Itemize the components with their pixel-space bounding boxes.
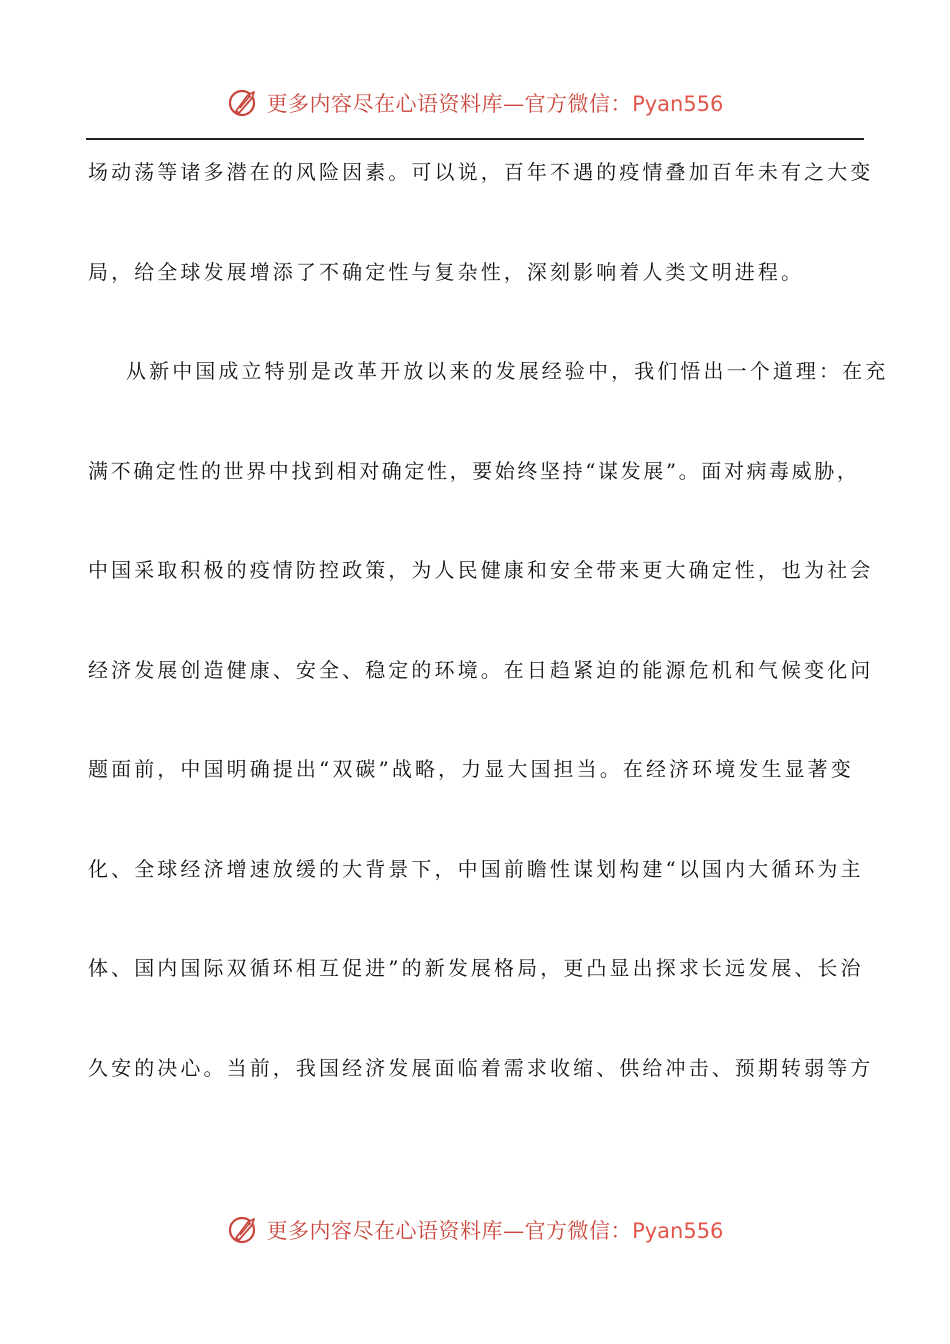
text-line: 久安的决心。当前，我国经济发展面临着需求收缩、供给冲击、预期转弱等方 bbox=[88, 1055, 874, 1080]
text-line: 经济发展创造健康、安全、稳定的环境。在日趋紧迫的能源危机和气候变化问 bbox=[88, 657, 874, 682]
footer-wechat-id: Pyan556 bbox=[632, 1219, 724, 1243]
document-body bbox=[88, 150, 889, 1145]
pen-nib-circle-icon bbox=[227, 86, 261, 120]
header-wechat-id: Pyan556 bbox=[632, 92, 724, 116]
text-line: 从新中国成立特别是改革开放以来的发展经验中，我们悟出一个道理：在充 bbox=[126, 359, 889, 383]
header-banner bbox=[0, 83, 950, 123]
text-line: 题面前，中国明确提出“双碳”战略，力显大国担当。在经济环境发生显著变 bbox=[88, 757, 854, 781]
pen-nib-circle-icon bbox=[227, 1213, 261, 1247]
text-line: 局，给全球发展增添了不确定性与复杂性，深刻影响着人类文明进程。 bbox=[88, 259, 805, 284]
text-line: 化、全球经济增速放缓的大背景下，中国前瞻性谋划构建“以国内大循环为主 bbox=[88, 856, 864, 881]
text-line: 体、国内国际双循环相互促进”的新发展格局，更凸显出探求长远发展、长治 bbox=[88, 956, 864, 980]
header-divider bbox=[86, 138, 864, 140]
text-line: 中国采取积极的疫情防控政策，为人民健康和安全带来更大确定性，也为社会 bbox=[88, 558, 874, 582]
text-line: 场动荡等诸多潜在的风险因素。可以说，百年不遇的疫情叠加百年未有之大变 bbox=[88, 160, 874, 184]
footer-banner bbox=[0, 1210, 950, 1250]
header-brand-text: 更多内容尽在心语资料库—官方微信：Pyan556 bbox=[266, 92, 724, 116]
text-line: 满不确定性的世界中找到相对确定性，要始终坚持“谋发展”。面对病毒威胁， bbox=[88, 458, 860, 483]
footer-brand-text: 更多内容尽在心语资料库—官方微信：Pyan556 bbox=[266, 1219, 724, 1243]
